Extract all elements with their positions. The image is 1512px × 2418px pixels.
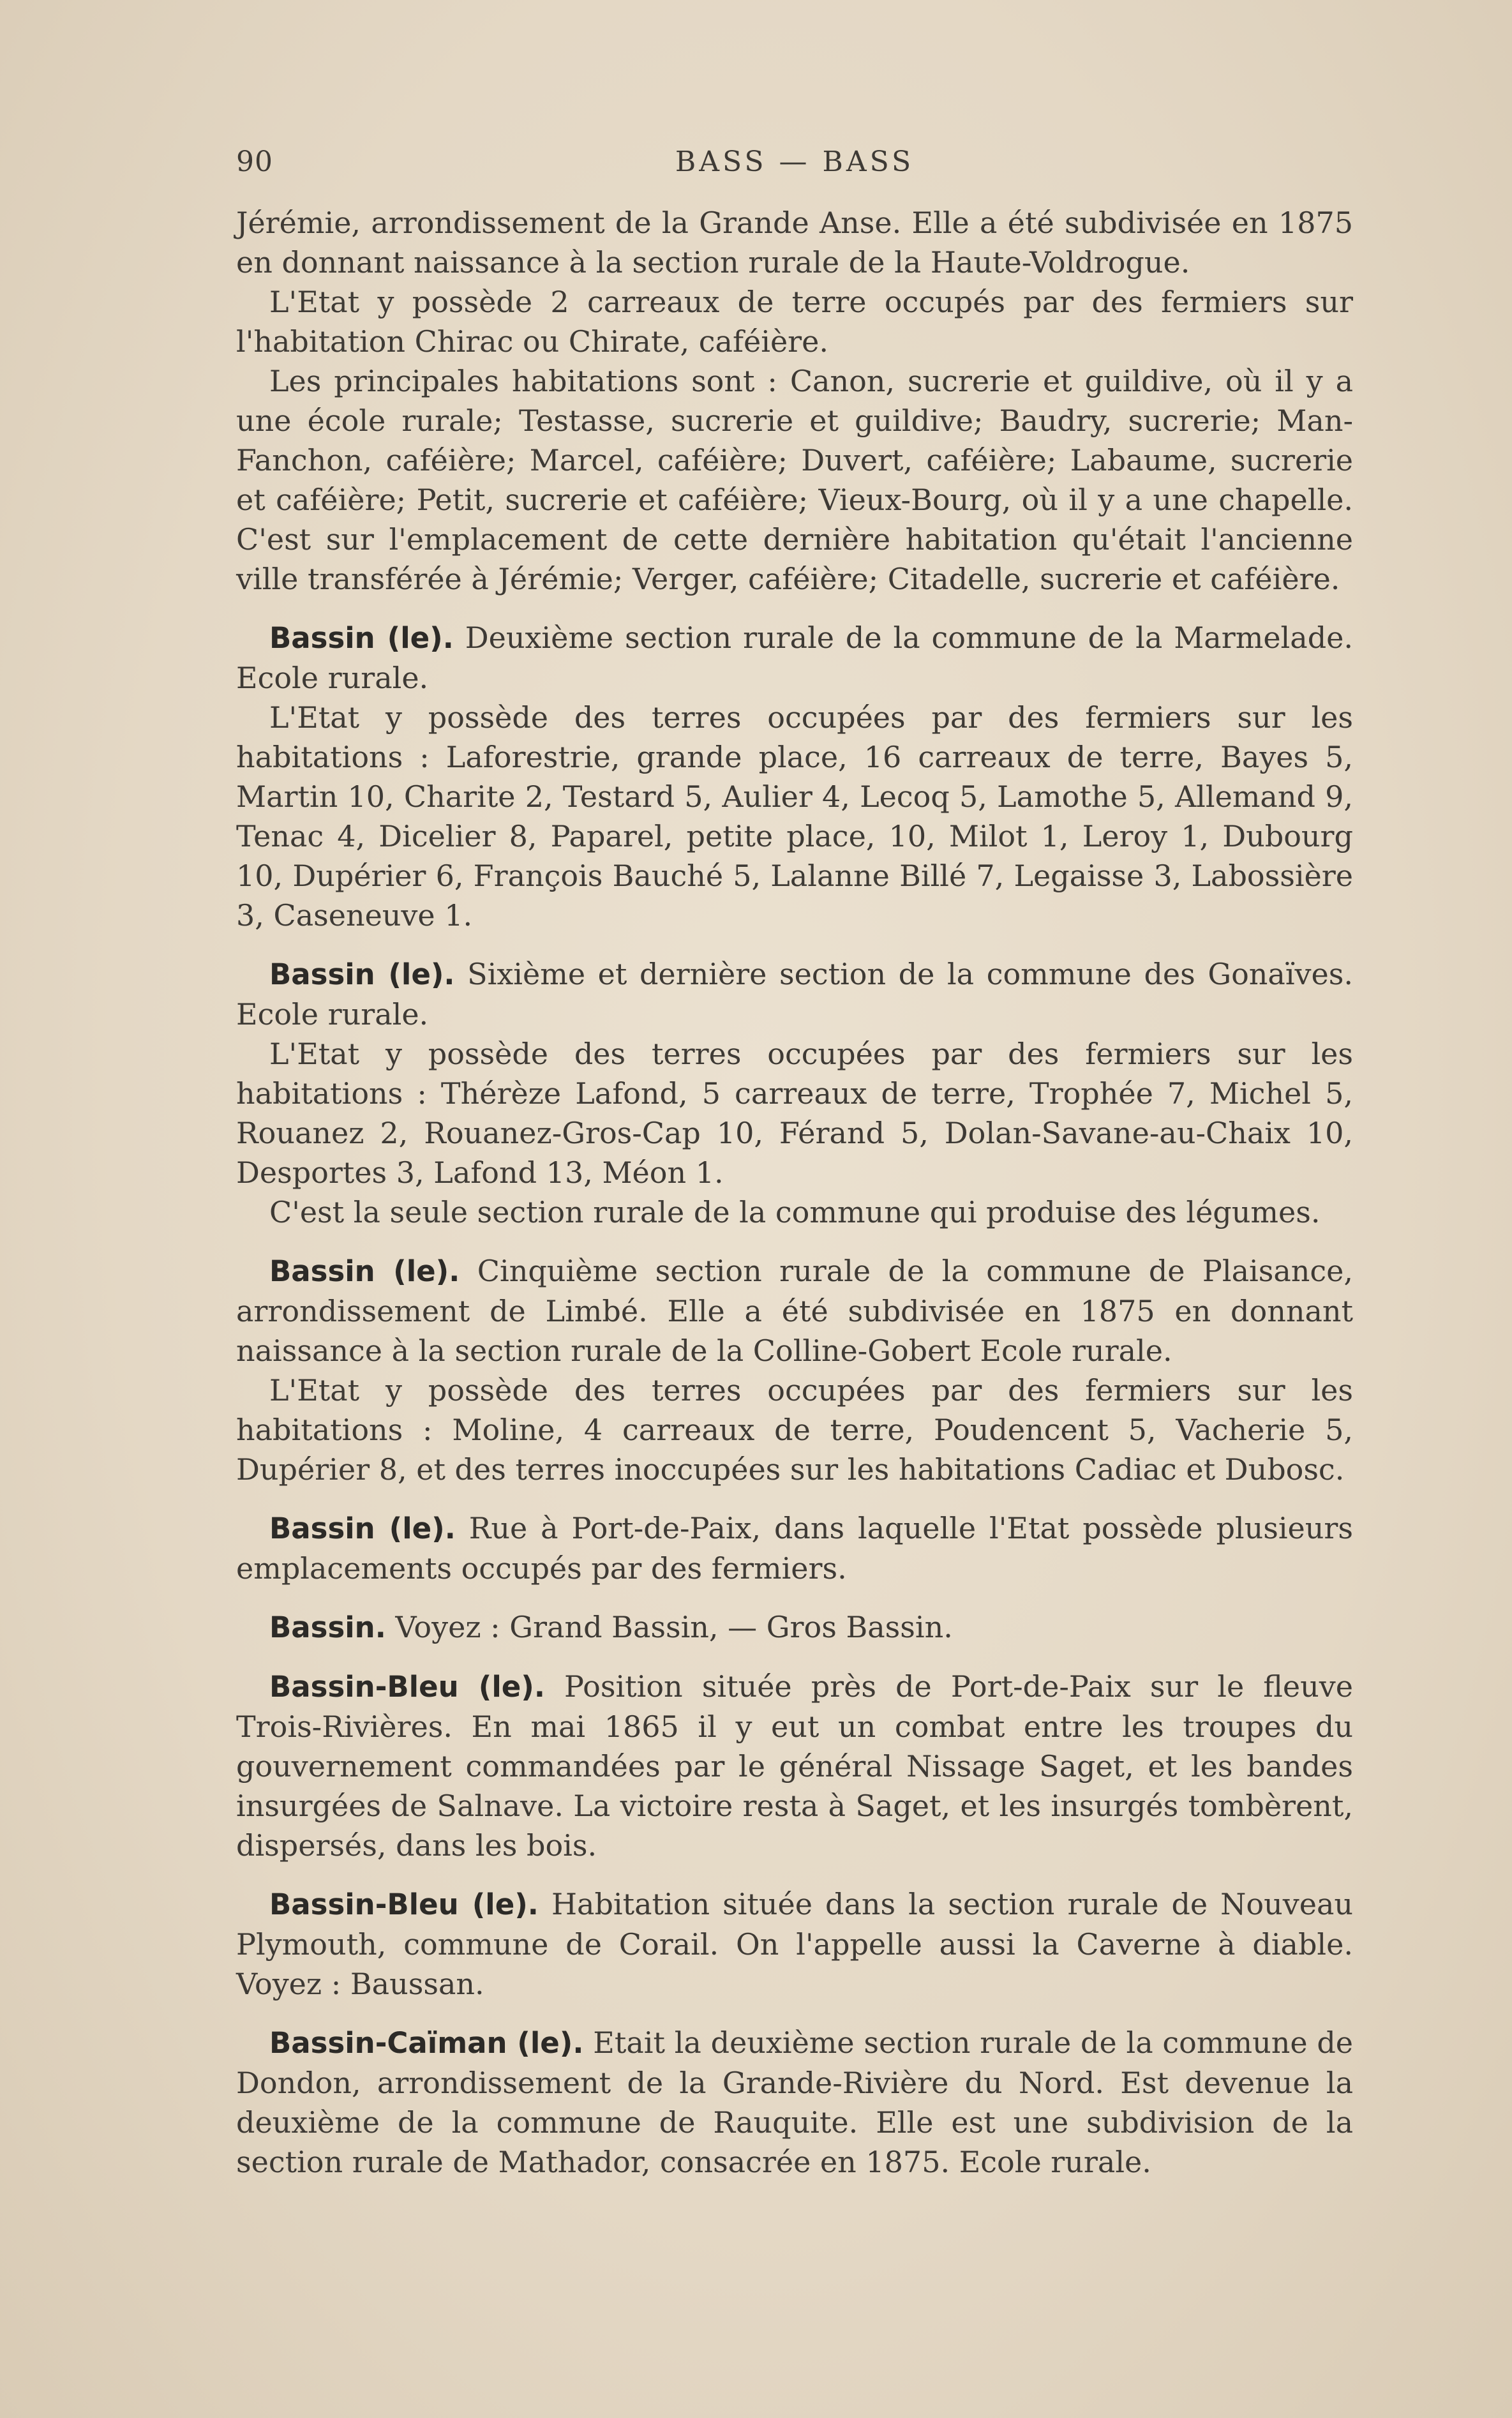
entry-text: Sixième et dernière section de la commune des Gonaïves. Ecole rurale. — [236, 957, 1353, 1032]
entry-paragraph: L'Etat y possède des terres occupées par des fermiers sur les habitations : Moline, 4 carreaux de terre, Poudencent 5, Vacherie 5, Dupérier 8, et des terres inoccupées sur les habitations Cadiac et Dubosc. — [236, 1373, 1353, 1487]
dictionary-entry — [236, 618, 1353, 935]
dictionary-entry — [236, 1508, 1353, 1588]
dictionary-entry — [236, 1884, 1353, 2004]
entry-text: Habitation située dans la section rurale de Nouveau Plymouth, commune de Corail. On l'appelle aussi la Caverne à diable. Voyez : Baussan. — [236, 1887, 1353, 2001]
continued-entry — [236, 203, 1353, 599]
entry-headword: Bassin (le). — [269, 1254, 460, 1288]
entry-paragraph: Jérémie, arrondissement de la Grande Anse. Elle a été subdivisée en 1875 en donnant naissance à la section rurale de la Haute-Voldrogue. — [236, 206, 1353, 280]
entry-text: Deuxième section rurale de la commune de la Marmelade. Ecole rurale. — [236, 620, 1353, 695]
page-body — [236, 203, 1353, 2182]
entry-headword: Bassin-Bleu (le). — [269, 1670, 545, 1704]
entry-headword: Bassin (le). — [269, 957, 455, 991]
dictionary-entry — [236, 954, 1353, 1232]
entry-headword: Bassin-Bleu (le). — [269, 1888, 539, 1921]
entry-paragraph: Les principales habitations sont : Canon, sucrerie et guildive, où il y a une école rurale; Testasse, sucrerie et guildive; Baudry, sucrerie; Man-Fanchon, caféière; Marcel, caféière; Duvert, caféière; Labaume, sucrerie et caféière; Petit, sucrerie et caféière; Vieux-Bourg, où il y a une chapelle. C'est sur l'emplacement de cette dernière habitation qu'était l'ancienne ville transférée à Jérémie; Verger, caféière; Citadelle, sucrerie et caféière. — [236, 364, 1353, 596]
entry-headword: Bassin. — [269, 1611, 386, 1644]
entry-headword: Bassin-Caïman (le). — [269, 2026, 584, 2060]
page-header — [236, 146, 1353, 190]
dictionary-entry — [236, 1667, 1353, 1865]
entry-paragraph: L'Etat y possède 2 carreaux de terre occupés par des fermiers sur l'habitation Chirac ou Chirate, caféière. — [236, 285, 1353, 359]
running-head: BASS — BASS — [675, 146, 915, 178]
dictionary-entry — [236, 1607, 1353, 1648]
entry-text: Voyez : Grand Bassin, — Gros Bassin. — [385, 1610, 953, 1644]
entry-text: Position située près de Port-de-Paix sur le fleuve Trois-Rivières. En mai 1865 il y eut un combat entre les troupes du gouvernement commandées par le général Nissage Saget, et les bandes insurgées de Salnave. La victoire resta à Saget, et les insurgés tombèrent, dispersés, dans les bois. — [236, 1669, 1353, 1863]
entry-paragraph: C'est la seule section rurale de la commune qui produise des légumes. — [269, 1195, 1321, 1229]
entry-headword: Bassin (le). — [269, 1512, 456, 1545]
entry-text: Rue à Port-de-Paix, dans laquelle l'Etat possède plusieurs emplacements occupés par des fermiers. — [236, 1511, 1353, 1586]
dictionary-entry — [236, 1251, 1353, 1489]
entry-text: Cinquième section rurale de la commune de Plaisance, arrondissement de Limbé. Elle a été subdivisée en 1875 en donnant naissance à la section rurale de la Colline-Gobert Ecole rurale. — [236, 1254, 1353, 1368]
entry-paragraph: L'Etat y possède des terres occupées par des fermiers sur les habitations : Laforestrie, grande place, 16 carreaux de terre, Bayes 5, Martin 10, Charite 2, Testard 5, Aulier 4, Lecoq 5, Lamothe 5, Allemand 9, Tenac 4, Dicelier 8, Paparel, petite place, 10, Milot 1, Leroy 1, Dubourg 10, Dupérier 6, François Bauché 5, Lalanne Billé 7, Legaisse 3, Labossière 3, Caseneuve 1. — [236, 700, 1353, 933]
page-number: 90 — [236, 146, 273, 178]
entry-text: Etait la deuxième section rurale de la commune de Dondon, arrondissement de la Grande-Rivière du Nord. Est devenue la deuxième de la commune de Rauquite. Elle est une subdivision de la section rurale de Mathador, consacrée en 1875. Ecole rurale. — [236, 2025, 1354, 2179]
entry-headword: Bassin (le). — [269, 621, 454, 655]
dictionary-entry — [236, 2023, 1353, 2182]
entry-paragraph: L'Etat y possède des terres occupées par des fermiers sur les habitations : Thérèze Lafond, 5 carreaux de terre, Trophée 7, Michel 5, Rouanez 2, Rouanez-Gros-Cap 10, Férand 5, Dolan-Savane-au-Chaix 10, Desportes 3, Lafond 13, Méon 1. — [236, 1037, 1353, 1190]
